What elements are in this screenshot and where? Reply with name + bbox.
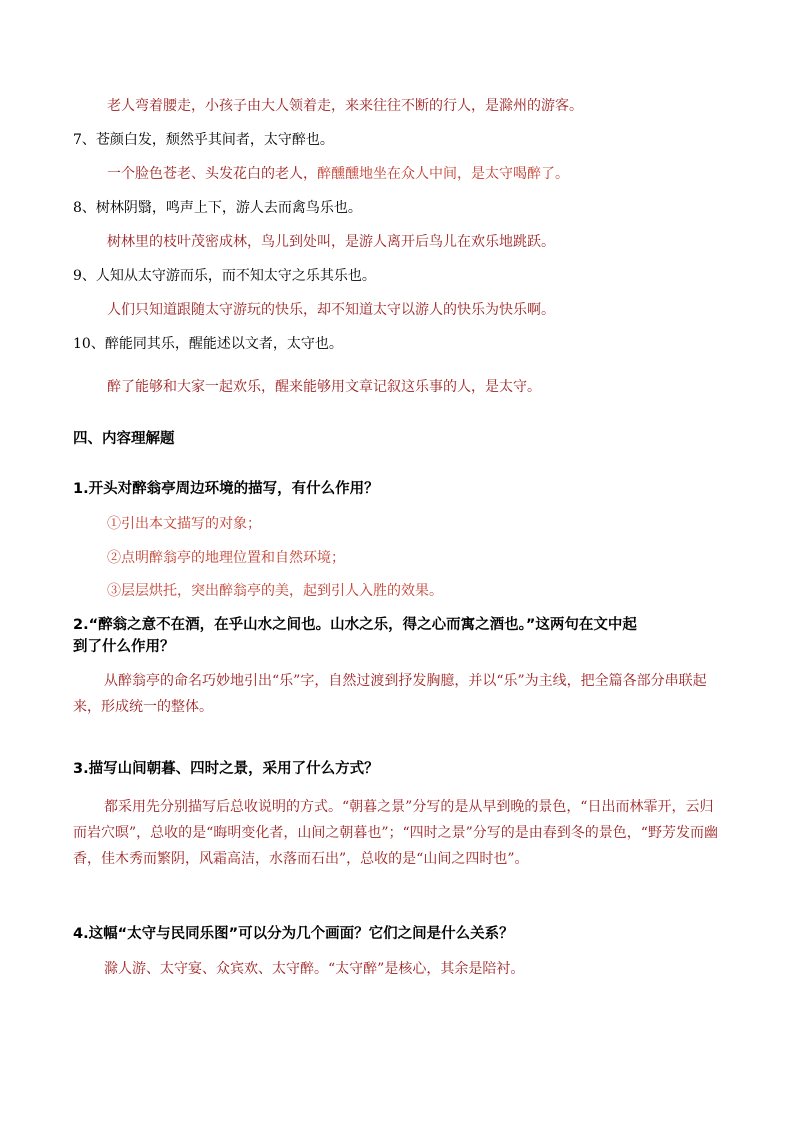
translation-6-answer: 老人弯着腰走，小孩子由大人领着走，来来往往不断的行人，是滁州的游客。 [107, 98, 583, 114]
question-1-answer-1: ①引出本文描写的对象； [107, 516, 261, 532]
translation-8-answer: 树林里的枝叶茂密成林，鸟儿到处叫，是游人离开后鸟儿在欢乐地跳跃。 [107, 234, 555, 250]
question-1: 1.开头对醉翁亭周边环境的描写，有什么作用？ [73, 481, 379, 497]
translation-7-answer [107, 165, 569, 183]
question-1-answer-3: ③层层烘托，突出醉翁亭的美，起到引人入胜的效果。 [107, 583, 443, 599]
question-3-answer: 都采用先分别描写后总收说明的方式。“朝暮之景”分写的是从早到晚的景色，“日出而林霏开，云归而岩穴暝”，总收的是“晦明变化者，山间之朝暮也”；“四时之景”分写的是由春到冬的景色，“野芳发而幽香，佳木秀而繁阴，风霜高洁，水落而石出”，总收的是“山间之四时也”。 [73, 799, 718, 867]
translation-7-answer-part-b: 醉醺醺地坐在众人中间，是太守喝醉了。 [317, 166, 569, 182]
question-2-line-2: 到了什么作用？ [73, 639, 175, 655]
question-1-answer-2: ②点明醉翁亭的地理位置和自然环境； [107, 550, 345, 566]
translation-8-question: 8、树林阴翳，鸣声上下，游人去而禽鸟乐也。 [73, 200, 362, 216]
translation-9-answer: 人们只知道跟随太守游玩的快乐，却不知道太守以游人的快乐为快乐啊。 [107, 302, 555, 318]
question-2-line-1: 2.“醉翁之意不在酒，在乎山水之间也。山水之乐，得之心而寓之酒也。”这两句在文中起 [73, 617, 637, 633]
question-3: 3.描写山间朝暮、四时之景，采用了什么方式？ [73, 761, 379, 777]
translation-7-answer-part-a: 一个脸色苍老、头发花白的老人， [107, 166, 317, 182]
translation-10-question: 10、醉能同其乐，醒能述以文者，太守也。 [73, 336, 343, 352]
question-2-answer: 从醉翁亭的命名巧妙地引出“乐”字，自然过渡到抒发胸臆，并以“乐”为主线，把全篇各部分串联起来，形成统一的整体。 [73, 673, 707, 715]
question-4-answer: 滁人游、太守宴、众宾欢、太守醉。“太守醉”是核心，其余是陪衬。 [104, 961, 525, 977]
question-4: 4.这幅“太守与民同乐图”可以分为几个画面？它们之间是什么关系？ [73, 926, 514, 942]
translation-10-answer: 醉了能够和大家一起欢乐，醒来能够用文章记叙这乐事的人，是太守。 [107, 379, 541, 395]
section-title: 四、内容理解题 [73, 431, 175, 447]
translation-9-question: 9、人知从太守游而乐，而不知太守之乐其乐也。 [73, 268, 376, 284]
translation-7-question: 7、苍颜白发，颓然乎其间者，太守醉也。 [73, 132, 334, 148]
